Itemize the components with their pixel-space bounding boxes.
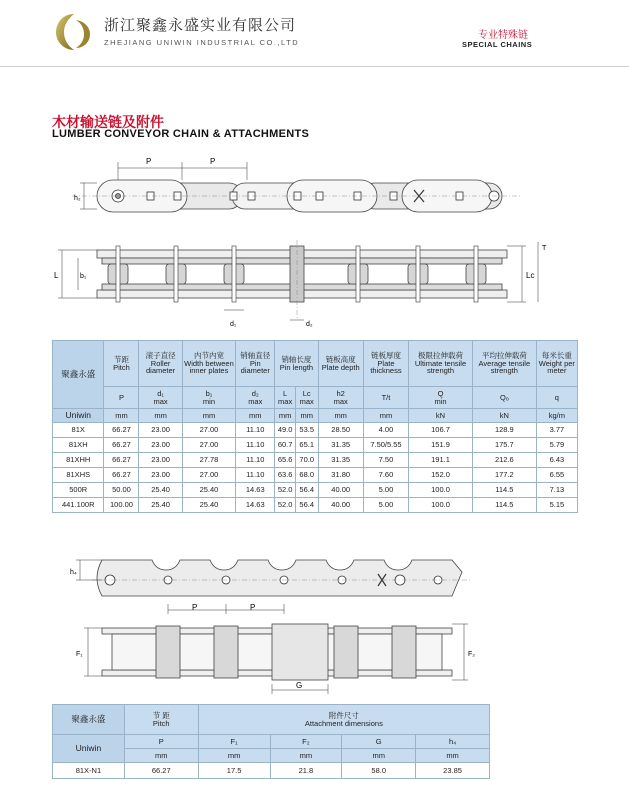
table-cell: 27.00 [182,423,236,438]
table-cell: 23.85 [416,763,490,779]
col-header-cn: 每米长重 [541,350,572,360]
category-en: SPECIAL CHAINS [462,40,533,49]
table-cell: 100.00 [104,498,139,513]
table-cell: 58.0 [342,763,416,779]
page-header [0,0,629,66]
table-cell: 50.00 [104,483,139,498]
table-cell: 56.4 [295,498,318,513]
table-cell: 7.50 [363,453,408,468]
col-symbol: h2 [336,388,345,398]
table-cell: 6.55 [536,468,577,483]
section-title-cn: 木材输送链及附件 [52,114,164,130]
col-unit: mm [318,409,363,423]
table-cell: 100.0 [409,483,473,498]
company-name-cn: 浙江聚鑫永盛实业有限公司 [104,17,297,34]
table-row [53,498,578,513]
col-header-en: Pitch [113,362,130,372]
table-cell: 25.40 [182,483,236,498]
brand-cn: 聚鑫永盛 [53,705,125,735]
table-cell: 151.9 [409,438,473,453]
table-cell: 11.10 [236,453,275,468]
table-cell: 191.1 [409,453,473,468]
table-cell: 60.7 [275,438,296,453]
table-cell: 114.5 [472,498,536,513]
roller-diameter-label: d₁ [230,321,237,328]
table-row [53,423,578,438]
col-unit: mm [104,409,139,423]
table-cell: 49.0 [275,423,296,438]
section-title-en: LUMBER CONVEYOR CHAIN & ATTACHMENTS [52,128,310,140]
col-unit: mm [139,409,182,423]
col-header-cn: 销轴直径 [240,350,271,360]
table-cell: 25.40 [139,483,182,498]
table-cell: 56.4 [295,483,318,498]
col-unit: mm [342,749,416,763]
table-cell: 23.00 [139,423,182,438]
table-cell: 11.10 [236,438,275,453]
brand-en: Uniwin [53,409,104,423]
col-header-cn: 销轴长度 [281,354,312,364]
table-cell: 66.27 [124,763,198,779]
header-divider [0,66,629,67]
col-limit: max [248,396,263,406]
table-cell: 106.7 [409,423,473,438]
table-cell: 27.00 [182,438,236,453]
table-cell: 52.0 [275,483,296,498]
col-limit: max [278,396,293,406]
table-cell: 81X-N1 [53,763,125,779]
table-cell: 66.27 [104,468,139,483]
col-limit: min [202,396,215,406]
pitch-label-a: P [192,603,198,612]
table-cell: 25.40 [139,498,182,513]
table-cell: 7.50/5.55 [363,438,408,453]
col-header-en: Weight per meter [538,358,575,376]
col-limit: max [153,396,168,406]
chain-drawing-2 [52,548,490,698]
table-cell: 66.27 [104,438,139,453]
col-header-cn: 链板厚度 [370,350,401,360]
table-cell: 23.00 [139,468,182,483]
col-header-en: Width between inner plates [184,358,234,376]
col-unit: mm [295,409,318,423]
col-unit: mm [198,749,270,763]
table-cell: 40.00 [318,498,363,513]
table-row [53,438,578,453]
attachment-header-en: Attachment dimensions [304,718,383,728]
col-unit: mm [182,409,236,423]
pitch-header-cn: 节 距 [152,710,170,720]
attachment-header-cn: 附件尺寸 [328,710,359,720]
table-cell: 11.10 [236,468,275,483]
table-cell: 5.00 [363,498,408,513]
col-unit: mm [270,749,342,763]
col-unit: mm [124,749,198,763]
col-header-cn: 节距 [113,354,129,364]
table-cell: 53.5 [295,423,318,438]
table-cell: 17.5 [198,763,270,779]
table-cell: 81XHS [53,468,104,483]
col-limit: max [299,396,314,406]
table-cell: 40.00 [318,483,363,498]
col-header-cn: 链板高度 [325,354,356,364]
table-cell: 28.50 [318,423,363,438]
table-row [53,468,578,483]
table-cell: 25.40 [182,498,236,513]
col-symbol: d₁ [157,388,164,398]
f1-label: F₁ [76,651,83,658]
table-cell: 4.00 [363,423,408,438]
col-symbol: h₄ [416,735,490,749]
table-cell: 441.100R [53,498,104,513]
pin-length-c-label: Lc [526,271,535,280]
table-cell: 5.15 [536,498,577,513]
col-limit: min [434,396,447,406]
inner-width-label: b₁ [80,273,87,280]
col-symbol: P [104,387,139,409]
chain-drawing-1 [52,150,578,336]
plate-thickness-label: T [542,245,547,252]
col-unit: mm [236,409,275,423]
col-symbol: q [536,387,577,409]
pitch-header-en: Pitch [152,718,170,728]
col-unit: kg/m [536,409,577,423]
chain-spec-table [52,340,578,513]
col-header-cn: 内节内宽 [193,350,224,360]
table-cell: 175.7 [472,438,536,453]
table-cell: 7.13 [536,483,577,498]
table-cell: 23.00 [139,438,182,453]
table-cell: 63.6 [275,468,296,483]
table-cell: 21.8 [270,763,342,779]
table-cell: 5.00 [363,483,408,498]
pin-length-label: L [54,271,59,280]
table-row [53,483,578,498]
table-cell: 500R [53,483,104,498]
col-header-en: Ultimate tensile strength [414,358,467,376]
table-cell: 81X [53,423,104,438]
company-name-en: ZHEJIANG UNIWIN INDUSTRIAL CO.,LTD [104,38,300,47]
table-cell: 65.6 [275,453,296,468]
table-cell: 66.27 [104,453,139,468]
f2-label: F₂ [468,651,475,658]
table-cell: 212.6 [472,453,536,468]
col-header-en: Pin length [279,362,314,372]
table-cell: 70.0 [295,453,318,468]
table-cell: 31.80 [318,468,363,483]
table-cell: 3.77 [536,423,577,438]
h4-label: h₄ [70,569,77,576]
col-header-cn: 平均拉伸载荷 [481,350,527,360]
brand-en: Uniwin [53,735,125,763]
col-symbol: T/t [363,387,408,409]
col-limit: max [333,396,348,406]
table-cell: 27.78 [182,453,236,468]
table-cell: 177.2 [472,468,536,483]
col-unit: mm [275,409,296,423]
table-cell: 31.35 [318,438,363,453]
category-cn: 专业特殊链 [478,30,528,41]
col-header-en: Roller diameter [145,358,176,376]
col-symbol: d₂ [251,388,259,398]
table-cell: 27.00 [182,468,236,483]
col-unit: kN [409,409,473,423]
table-cell: 128.9 [472,423,536,438]
table-cell: 23.00 [139,453,182,468]
col-unit: mm [416,749,490,763]
col-header-en: Pin diameter [240,358,270,376]
pitch-label-b: P [250,603,256,612]
table-cell: 81XH [53,438,104,453]
table-cell: 7.60 [363,468,408,483]
attachment-spec-table [52,704,490,779]
col-unit: mm [363,409,408,423]
table-row [53,453,578,468]
company-logo-icon [54,12,94,52]
col-symbol: G [342,735,416,749]
g-label: G [296,681,303,690]
col-header-en: Average tensile strength [478,358,531,376]
table-cell: 65.1 [295,438,318,453]
col-header-en: Plate depth [321,362,360,372]
table-cell: 6.43 [536,453,577,468]
col-unit: kN [472,409,536,423]
table-cell: 31.35 [318,453,363,468]
table-cell: 14.63 [236,483,275,498]
table-cell: 14.63 [236,498,275,513]
col-header-cn: 极限拉伸载荷 [418,350,464,360]
pin-diameter-label: d₂ [306,321,313,328]
table-cell: 66.27 [104,423,139,438]
col-header-cn: 滚子直径 [145,350,176,360]
col-symbol: F₁ [198,735,270,749]
col-symbol: Q [437,388,444,398]
pitch-label-2: P [210,157,216,166]
col-symbol: P [124,735,198,749]
brand-cn: 聚鑫永盛 [61,369,96,380]
col-symbol: Qₒ [472,387,536,409]
col-symbol: L [283,388,288,398]
plate-depth-label: h₂ [74,195,81,202]
table-cell: 52.0 [275,498,296,513]
table-cell: 5.79 [536,438,577,453]
table-cell: 152.0 [409,468,473,483]
table-cell: 81XHH [53,453,104,468]
col-header-en: Plate thickness [370,358,402,376]
table-cell: 11.10 [236,423,275,438]
col-symbol: Lc [302,388,311,398]
col-symbol: F₂ [270,735,342,749]
col-symbol: b₁ [205,388,213,398]
pitch-label-1: P [146,157,152,166]
table-cell: 114.5 [472,483,536,498]
table-cell: 100.0 [409,498,473,513]
table-cell: 68.0 [295,468,318,483]
